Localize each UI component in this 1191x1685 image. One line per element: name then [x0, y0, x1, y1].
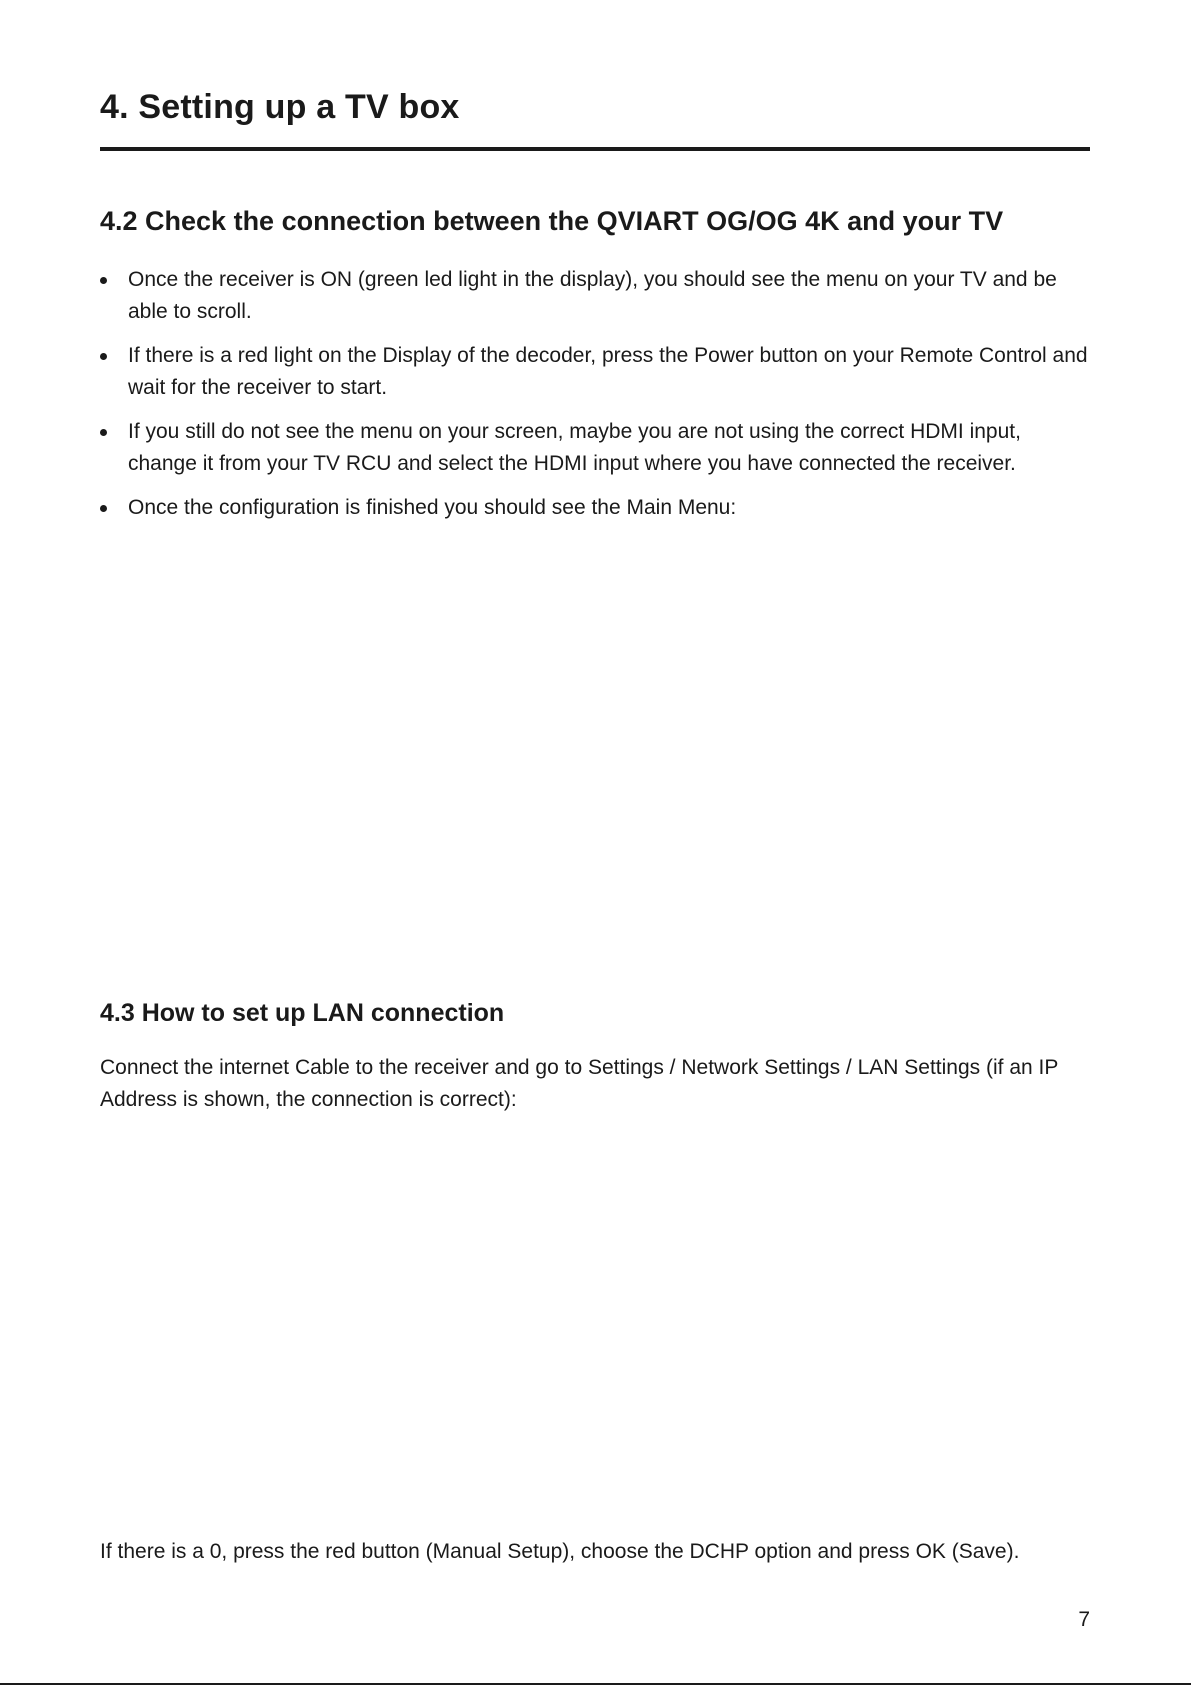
page-number: 7 — [1078, 1608, 1090, 1631]
page-title: 4. Setting up a TV box — [100, 88, 460, 126]
section-heading-4-2: 4.2 Check the connection between the QVIART OG/OG 4K and your TV — [100, 206, 1004, 236]
list-item — [100, 492, 1090, 524]
section-heading-4-3: 4.3 How to set up LAN connection — [100, 999, 505, 1027]
title-divider — [100, 147, 1090, 151]
bullet-icon — [100, 505, 107, 512]
bullet-icon — [100, 429, 107, 436]
lan-instructions: Connect the internet Cable to the receiver and go to Settings / Network Settings / LAN Settings (if an IP Address is shown, the connection is correct): — [100, 1056, 1058, 1111]
dhcp-instructions: If there is a 0, press the red button (Manual Setup), choose the DCHP option and press OK (Save). — [100, 1540, 1020, 1563]
list-item-text: If there is a red light on the Display of the decoder, press the Power button on your Remote Control and wait for the receiver to start. — [128, 344, 1088, 399]
list-item-text: Once the receiver is ON (green led light in the display), you should see the menu on your TV and be able to scroll. — [128, 268, 1057, 323]
list-item — [100, 340, 1090, 404]
bullet-icon — [100, 353, 107, 360]
list-item — [100, 264, 1090, 328]
list-item — [100, 416, 1090, 480]
list-item-text: If you still do not see the menu on your screen, maybe you are not using the correct HDMI input, change it from your TV RCU and select the HDMI input where you have connected the receiver. — [128, 420, 1021, 475]
bullet-icon — [100, 277, 107, 284]
list-item-text: Once the configuration is finished you should see the Main Menu: — [128, 496, 737, 519]
connection-checklist — [100, 264, 1090, 536]
